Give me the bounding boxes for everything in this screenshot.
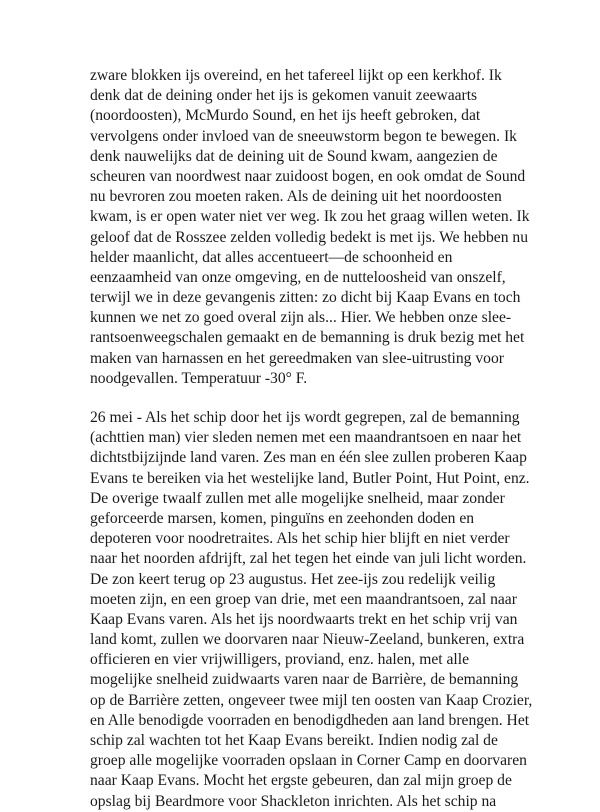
text-line: geforceerde marsen, komen, pinguïns en zeehonden doden en	[90, 509, 475, 527]
text-line: vervolgens onder invloed van de sneeuwstorm begon te bewegen. Ik	[90, 127, 517, 145]
text-line: groep alle mogelijke voorraden opslaan in Corner Camp en doorvaren	[90, 752, 527, 770]
text-line: naar het noorden afdrijft, zal het tegen het einde van juli licht worden.	[90, 550, 527, 568]
text-line: naar Kaap Evans. Mocht het ergste gebeuren, dan zal mijn groep de	[90, 772, 512, 790]
text-line: opslag bij Beardmore voor Shackleton inrichten. Als het schip na	[90, 792, 497, 810]
text-line: (noordoosten), McMurdo Sound, en het ijs heeft gebroken, dat	[90, 107, 481, 125]
text-line: (achttien man) vier sleden nemen met een maandrantsoen en naar het	[90, 429, 522, 447]
text-line: maken van harnassen en het gereedmaken van slee-uitrusting voor	[90, 349, 504, 367]
text-line: terwijl we in deze gevangenis zitten: zo dicht bij Kaap Evans en toch	[90, 289, 521, 307]
text-line: De overige twaalf zullen met alle mogelijke snelheid, maar zonder	[90, 489, 505, 507]
text-line: De zon keert terug op 23 augustus. Het zee-ijs zou redelijk veilig	[90, 570, 496, 588]
text-line: nu bevroren zou moeten raken. Als de deining uit het noordoosten	[90, 188, 502, 206]
text-line: officieren en vier vrijwilligers, proviand, enz. halen, met alle	[90, 651, 470, 669]
text-line: rantsoenweegschalen gemaakt en de bemanning is druk bezig met het	[90, 329, 525, 347]
text-line: schip zal wachten tot het Kaap Evans bereikt. Indien nodig zal de	[90, 732, 498, 749]
text-line: depoteren voor noodretraites. Als het schip hier blijft en niet verder	[90, 530, 510, 548]
text-line: denk dat de deining onder het ijs is gekomen vanuit zeewaarts	[90, 87, 478, 105]
text-line: Evans te bereiken via het westelijke land, Butler Point, Hut Point, enz.	[90, 469, 530, 487]
text-line: helder maanlicht, dat alles accentueert—de schoonheid en	[90, 248, 453, 266]
text-line: 26 mei - Als het schip door het ijs wordt gegrepen, zal de bemanning	[90, 409, 520, 426]
paragraph-1	[90, 66, 530, 389]
text-line: moeten zijn, en een groep van drie, met een maandrantsoen, zal naar	[90, 590, 517, 608]
text-line: noodgevallen. Temperatuur -30° F.	[90, 369, 308, 387]
document-page	[90, 66, 533, 812]
text-line: eenzaamheid van onze omgeving, en de nutteloosheid van onszelf,	[90, 268, 506, 286]
text-line: dichtstbijzijnde land varen. Zes man en één slee zullen proberen Kaap	[90, 449, 527, 467]
text-line: op de Barrière zetten, ongeveer twee mijl ten oosten van Kaap Crozier,	[90, 691, 533, 709]
paragraph-spacer	[90, 389, 522, 408]
text-line: scheuren van noordwest naar zuidoost bogen, en ook omdat de Sound	[90, 167, 526, 185]
text-line: land komt, zullen we doorvaren naar Nieuw-Zeeland, bunkeren, extra	[90, 631, 525, 649]
text-line: denk nauwelijks dat de deining uit de Sound kwam, aangezien de	[90, 147, 498, 165]
text-line: kunnen we net zo goed overal zijn als... Hier. We hebben onze slee-	[90, 309, 512, 327]
text-line: mogelijke snelheid zuidwaarts varen naar de Barrière, de bemanning	[90, 671, 519, 689]
text-line: kwam, is er open water niet ver weg. Ik zou het graag willen weten. Ik	[90, 208, 530, 226]
text-line: zware blokken ijs overeind, en het tafereel lijkt op een kerkhof. Ik	[90, 67, 502, 84]
paragraph-2	[90, 408, 533, 812]
text-line: Kaap Evans varen. Als het ijs noordwaarts trekt en het schip vrij van	[90, 610, 518, 628]
text-line: geloof dat de Rosszee zelden volledig bedekt is met ijs. We hebben nu	[90, 228, 528, 246]
text-line: en Alle benodigde voorraden en benodigdheden aan land brengen. Het	[90, 711, 530, 729]
